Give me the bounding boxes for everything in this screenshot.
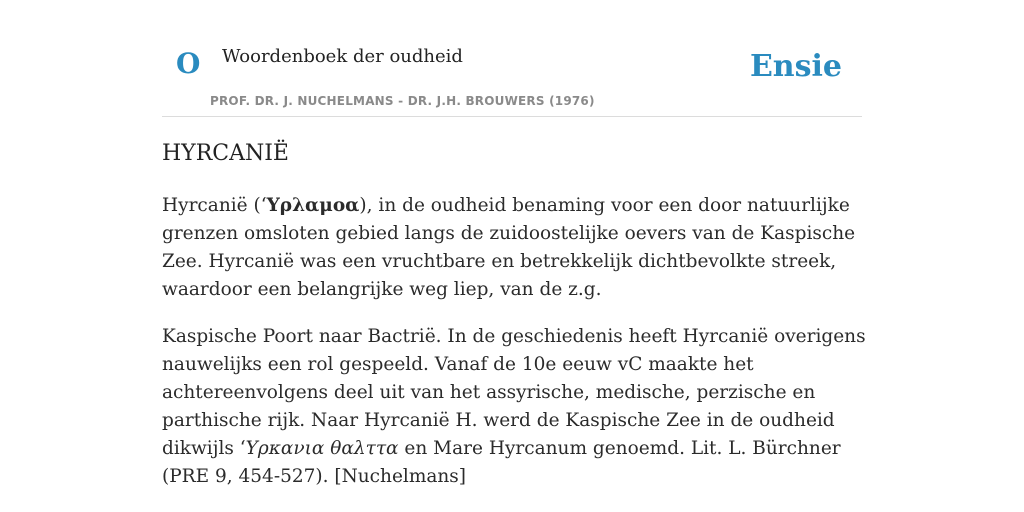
brand-logo-link[interactable]: Ensie (749, 49, 842, 84)
paragraph-text: en Mare Hyrcanum genoemd. Lit. L. Bürchner (PRE 9, 454-527). [Nuchelmans] (162, 438, 841, 487)
entry-paragraph-2 (162, 323, 870, 491)
book-authors: PROF. DR. J. NUCHELMANS - DR. J.H. BROUWERS (1976) (210, 94, 595, 108)
site-header (162, 0, 862, 117)
paragraph-text: Hyrcanië (‘ (162, 195, 267, 216)
entry-title: HYRCANIË (162, 141, 289, 166)
entry-paragraph-1 (162, 192, 870, 304)
paragraph-text: Kaspische Poort naar Bactrië. In de geschiedenis heeft Hyrcanië overigens nauwelijks een rol gespeeld. Vanaf de 10e eeuw vC maakte het achtereenvolgens deel uit van het assyrische, medische, perzische en parthische rijk. Naar Hyrcanië H. werd de Kaspische Zee in de oudheid dikwijls ‘ (162, 326, 866, 459)
book-title-link[interactable]: Woordenboek der oudheid (222, 46, 463, 67)
paragraph-text: ), in de oudheid benaming voor een door natuurlijke grenzen omsloten gebied langs de zuidoostelijke oevers van de Kaspische Zee. Hyrcanië was een vruchtbare en betrekkelijk dichtbevolkte streek, waardoor een belangrijke weg liep, van de z.g. (162, 195, 856, 300)
greek-term: Υρλαμοα (266, 195, 360, 216)
greek-term: Υρκανια θαλττα (245, 438, 399, 459)
letter-index-link[interactable]: O (176, 47, 201, 80)
